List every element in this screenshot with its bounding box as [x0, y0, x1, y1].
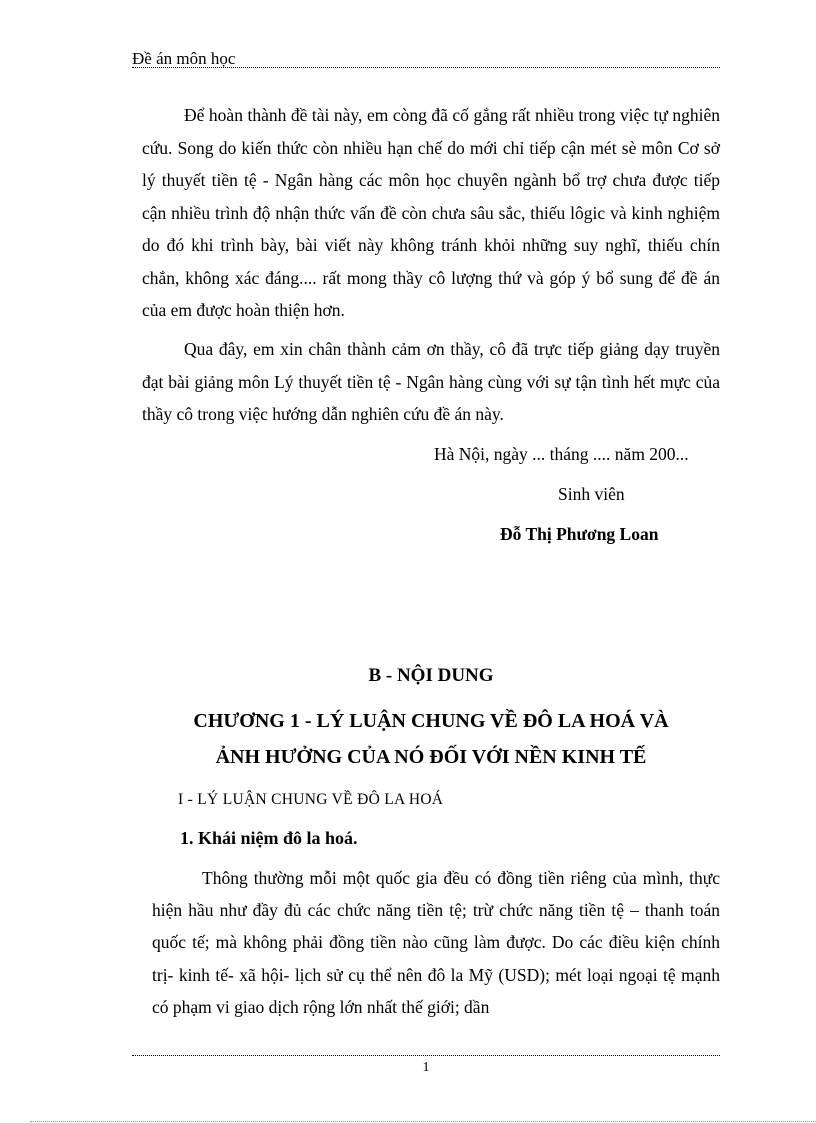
signature-role: Sinh viên — [558, 484, 625, 504]
chapter-title-line-2: ẢNH HƯỞNG CỦA NÓ ĐỐI VỚI NỀN KINH TẾ — [215, 746, 647, 768]
place-date: Hà Nội, ngày ... tháng .... năm 200... — [434, 444, 689, 464]
page-number: 1 — [422, 1060, 430, 1075]
section-title: I - LÝ LUẬN CHUNG VỀ ĐÔ LA HOÁ — [178, 791, 444, 808]
intro-paragraph-1: Để hoàn thành đề tài này, em còng đã cố gắng rất nhiều trong việc tự nghiên cứu. Song do kiến thức còn nhiều hạn chế do mới chỉ tiếp cận mét sè môn Cơ sở lý thuyết tiền tệ - Ngân hàng các môn học chuyên ngành bổ trợ chưa được tiếp cận nhiều trình độ nhận thức vấn đề còn chưa sâu sắc, thiếu lôgic và kinh nghiệm do đó khi trình bày, bài viết này không tránh khỏi những suy nghĩ, thiếu chín chắn, không xác đáng.... rất mong thầy cô lượng thứ và góp ý bổ sung để đề án của em được hoàn thiện hơn. — [142, 105, 720, 320]
footer-divider — [132, 1055, 720, 1056]
header-divider — [132, 67, 720, 68]
part-title: B - NỘI DUNG — [368, 665, 494, 686]
intro-paragraph-2: Qua đây, em xin chân thành cảm ơn thầy, cô đã trực tiếp giảng dạy truyền đạt bài giảng môn Lý thuyết tiền tệ - Ngân hàng cùng với sự tận tình hết mực của thầy cô trong việc hướng dẫn nghiên cứu đề án này. — [142, 339, 720, 424]
body-paragraph: Thông thường mỗi một quốc gia đều có đồng tiền riêng của mình, thực hiện hầu như đầy đủ các chức năng tiền tệ; trừ chức năng tiền tệ – thanh toán quốc tế; mà không phải đồng tiền nào cũng làm được. Do các điều kiện chính trị- kinh tế- xã hội- lịch sử cụ thể nên đô la Mỹ (USD); mét loại ngoại tệ mạnh có phạm vi giao dịch rộng lớn nhất thế giới; dần — [152, 868, 720, 1017]
chapter-title-line-1: CHƯƠNG 1 - LÝ LUẬN CHUNG VỀ ĐÔ LA HOÁ VÀ — [193, 710, 669, 732]
running-header: Đề án môn học — [132, 49, 236, 68]
signature-name: Đỗ Thị Phương Loan — [500, 524, 659, 544]
subsection-title: 1. Khái niệm đô la hoá. — [180, 828, 358, 848]
page-bottom-edge — [30, 1121, 816, 1122]
